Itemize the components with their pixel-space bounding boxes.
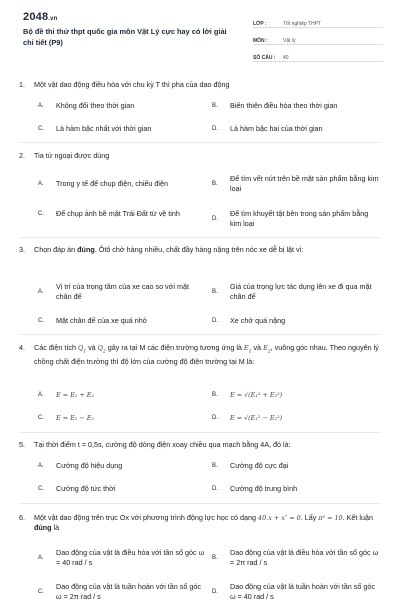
document-header [0,0,400,62]
option-b[interactable] [212,461,380,471]
logo-main: 2048 [23,11,49,23]
option-d[interactable] [212,413,380,423]
option-d[interactable] [212,316,380,326]
meta-value: Vật lý [283,38,296,44]
document-title: Bộ đề thi thử thpt quốc gia môn Vật Lý cực hay có lời giải chi tiết (P9) [23,27,227,47]
option-text: Dao động của vật là điều hòa với tần số góc ω = 2π rad / s [230,548,379,567]
option-letter: B. [212,181,218,187]
meta-count [253,48,383,62]
site-logo[interactable] [23,11,58,23]
option-text: Cường độ hiệu dụng [56,461,123,470]
option-letter: B. [212,555,218,561]
option-text: Để tìm khuyết tật bên trong sản phẩm bằng kim loại [230,209,369,228]
option-letter: D. [212,216,218,222]
option-text: Cường độ tức thời [56,484,116,493]
option-formula: E = E₁ + E₂ [56,391,94,399]
question-4 [19,343,379,367]
option-text: Dao động của vật là tuần hoàn với tần số góc ω = 2π rad / s [56,582,201,600]
divider [19,142,381,143]
option-letter: D. [212,318,218,324]
document-meta [253,14,383,65]
question-text: Một vật dao động trên trục Ox với phương trình động lực học có dạng 40.x + x″ = 0. Lấy π² = 10. Kết luận đúng là [34,513,373,532]
option-letter: C. [38,126,44,132]
logo-suffix: .vn [48,16,58,22]
option-letter: A. [38,289,44,295]
question-number: 4. [19,343,25,352]
question-text: Chọn đáp án đúng. Ôtô chở hàng nhiều, chất đầy hàng nặng trên nóc xe dễ bị lật vì: [34,245,304,254]
option-letter: D. [212,589,218,595]
option-text: Vị trí của trọng tâm của xe cao so với mặt chân đế [56,282,189,301]
question-number: 1. [19,80,25,89]
option-a[interactable] [38,390,203,400]
option-letter: D. [212,415,218,421]
option-letter: C. [38,486,44,492]
option-d[interactable] [212,582,382,600]
meta-value: 40 [283,55,289,61]
option-d[interactable] [212,484,380,494]
option-c[interactable] [38,124,208,134]
option-formula: E = √(E₁² − E₂²) [230,414,283,422]
option-letter: B. [212,103,218,109]
option-d[interactable] [212,209,380,229]
option-c[interactable] [38,413,203,423]
meta-label: SỐ CÂU : [253,55,276,61]
question-1 [19,80,379,90]
option-c[interactable] [38,209,203,219]
meta-subject [253,31,383,45]
option-c[interactable] [38,316,203,326]
question-number: 5. [19,440,25,449]
option-letter: B. [212,289,218,295]
question-text: Tia tử ngoại được dùng [34,151,110,160]
option-text: Là hàm bậc nhất với thời gian [56,124,152,133]
question-number: 3. [19,245,25,254]
option-text: Để tìm vết nứt trên bề mặt sản phẩm bằng kim loại [230,174,379,193]
option-b[interactable] [212,282,380,302]
option-text: Biến thiên điều hòa theo thời gian [230,101,338,110]
option-b[interactable] [212,174,380,194]
divider [19,503,381,504]
option-letter: A. [38,463,44,469]
option-letter: C. [38,211,44,217]
option-text: Giá của trọng lực tác dụng lên xe đi qua mặt chân đế [230,282,372,301]
option-text: Là hàm bậc hai của thời gian [230,124,323,133]
option-b[interactable] [212,548,382,568]
option-text: Mặt chân đế của xe quá nhỏ [56,316,147,325]
option-text: Dao động của vật là tuần hoàn với tần số góc ω = 40 rad / s [230,582,375,600]
divider [19,432,381,433]
option-letter: D. [212,486,218,492]
option-letter: C. [38,415,44,421]
option-formula: E = √(E₁² + E₂²) [230,391,283,399]
divider [19,334,381,335]
question-text: Tại thời điểm t = 0,5s, cường độ dòng điện xoay chiều qua mạch bằng 4A, đó là: [34,440,291,449]
option-c[interactable] [38,484,203,494]
option-letter: A. [38,103,44,109]
option-a[interactable] [38,282,203,302]
option-letter: A. [38,392,44,398]
question-5 [19,440,379,450]
question-number: 6. [19,513,25,522]
question-3 [19,245,379,255]
option-text: Trong y tế để chụp điện, chiếu điện [56,179,169,188]
option-a[interactable] [38,461,203,471]
option-letter: B. [212,392,218,398]
option-text: Cường độ cực đại [230,461,289,470]
option-text: Không đổi theo thời gian [56,101,135,110]
meta-label: MÔN : [253,38,268,44]
option-a[interactable] [38,101,208,111]
question-6 [19,513,379,533]
option-text: Cường độ trung bình [230,484,298,493]
option-text: Để chụp ảnh bề mặt Trái Đất từ vệ tinh [56,209,180,218]
option-letter: C. [38,589,44,595]
option-a[interactable] [38,548,206,568]
question-text: Các điện tích $Q_1$ và $Q_2$ gây ra tại M các điện trường tương ứng là $E_1$ và $E_2$, vuông góc nhau. Theo nguyên lý chồng chất điện trường thì độ lớn của cường độ điện trường tại M là: [34,343,379,367]
option-letter: A. [38,555,44,561]
option-formula: E = E₁ − E₂ [56,414,94,422]
option-d[interactable] [212,124,382,134]
question-number: 2. [19,151,25,160]
question-2 [19,151,379,161]
option-letter: D. [212,126,218,132]
option-c[interactable] [38,582,206,600]
meta-class [253,14,383,28]
divider [19,237,381,238]
meta-label: LỚP : [253,21,267,27]
option-letter: C. [38,318,44,324]
option-text: Xe chở quá nặng [230,316,286,325]
question-text: Một vật dao động điều hòa với chu kỳ T thì pha của dao động [34,80,230,89]
option-letter: B. [212,463,218,469]
meta-value: Tốt nghiệp THPT [283,21,321,27]
option-letter: A. [38,181,44,187]
option-text: Dao động của vật là điều hòa với tần số góc ω = 40 rad / s [56,548,205,567]
option-b[interactable] [212,390,380,400]
option-b[interactable] [212,101,382,111]
option-a[interactable] [38,179,203,189]
